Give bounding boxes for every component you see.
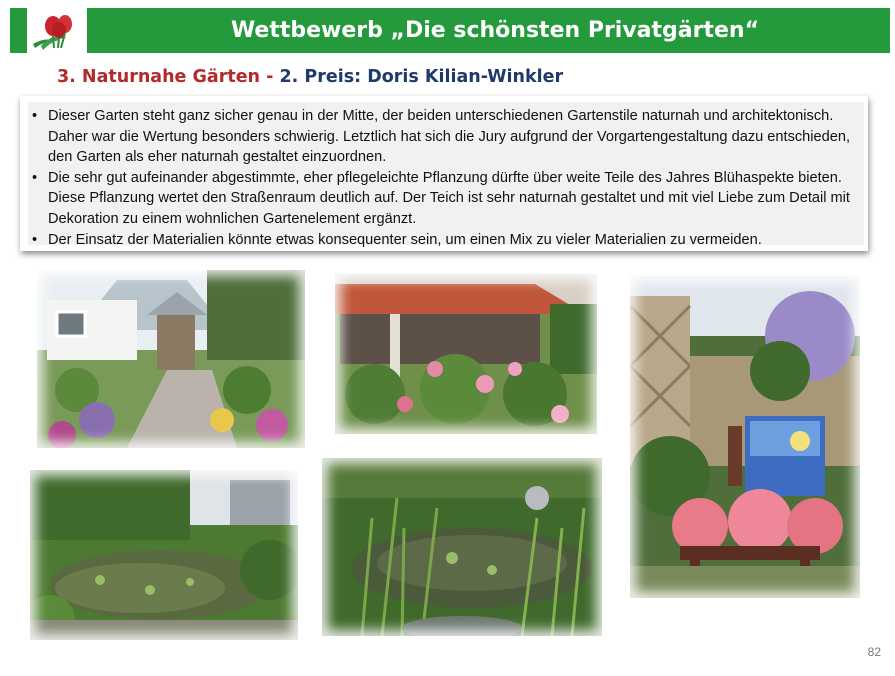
- category-label: Naturnahe Gärten: [81, 67, 261, 87]
- page-number: 82: [867, 645, 881, 659]
- photo-pond-reeds: [322, 458, 602, 636]
- photo-bench-flowers: [630, 276, 860, 598]
- section-subtitle: [57, 63, 563, 91]
- tulip-flowers-icon: [27, 8, 87, 53]
- logo: [27, 8, 87, 53]
- photo-front-garden: [37, 270, 305, 448]
- subtitle-separator: -: [260, 67, 280, 87]
- bullet-item: • Dieser Garten steht ganz sicher genau in der Mitte, der beiden unterschiedenen Gartenstile naturnah und architektonisch. Daher war die Wertung besonders schwierig. Letztlich hat sich die Jury aufgrund der Vorgartengestaltung dazu entschieden, den Garten als eher naturnah gestaltet einzuordnen.: [30, 106, 866, 168]
- bullet-item: • Der Einsatz der Materialien könnte etwas konsequenter sein, um einen Mix zu vieler Materialien zu vermeiden.: [30, 230, 866, 251]
- bullet-list: [30, 106, 866, 250]
- prize-label: 2. Preis: Doris Kilian-Winkler: [279, 67, 564, 87]
- photo-terrace: [335, 274, 597, 434]
- section-number: 3.: [57, 67, 76, 87]
- photo-pond-left: [30, 470, 298, 640]
- description-box: [20, 96, 868, 251]
- page-title: Wettbewerb „Die schönsten Privatgärten“: [230, 18, 760, 43]
- bullet-item: • Die sehr gut aufeinander abgestimmte, eher pflegeleichte Pflanzung dürfte über weite Teile des Jahres Blühaspekte bieten. Diese Pflanzung wertet den Straßenraum deutlich auf. Der Teich ist sehr naturnah gestaltet und mit viel Liebe zum Detail mit Dekoration zu einem wohnlichen Gartenelement ergänzt.: [30, 168, 866, 230]
